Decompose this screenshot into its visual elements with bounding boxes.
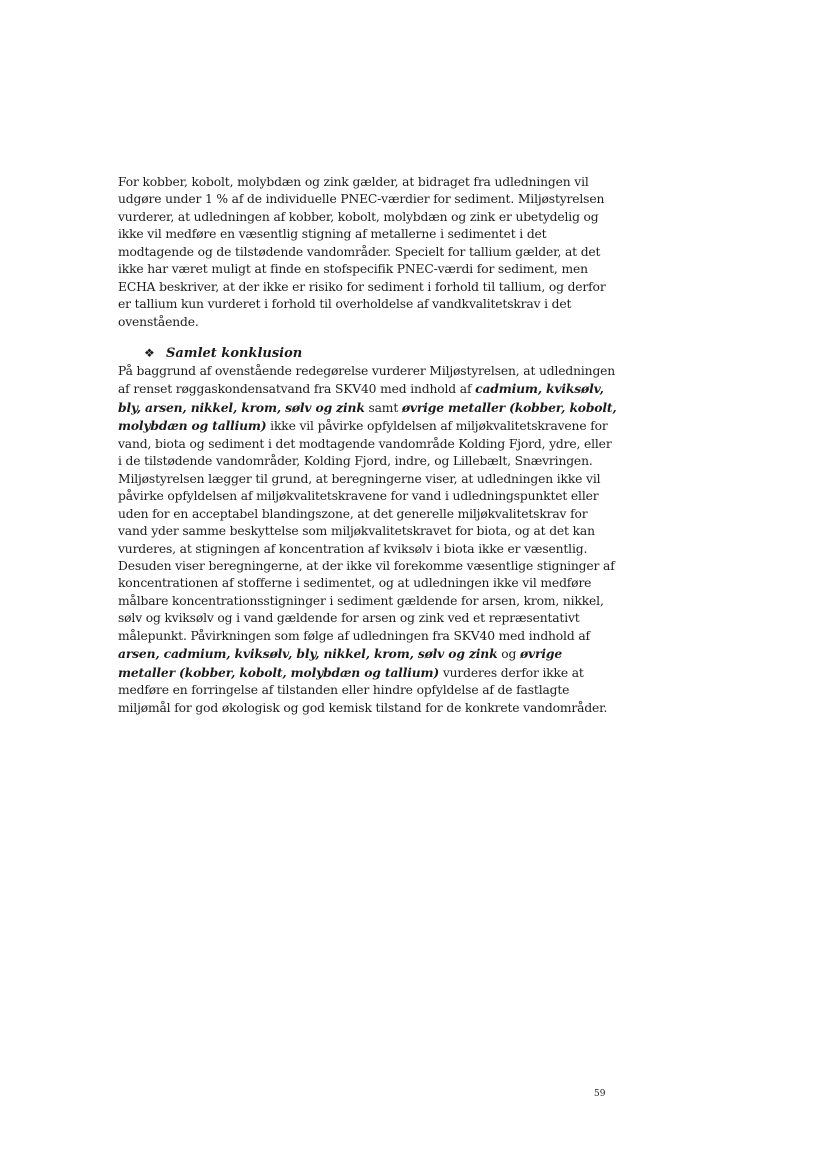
- page-number: 59: [594, 1089, 606, 1099]
- conclusion-emph-3: arsen, cadmium, kviksølv, bly, nikkel, krom, sølv og zink: [118, 646, 498, 662]
- paragraph-conclusion: [118, 363, 618, 717]
- conclusion-text-5: vurderes derfor ikke at medføre en forringelse af tilstanden eller hindre opfyldelse af de fastlagte miljømål for god økologisk og god kemisk tilstand for de konkrete vandområder.: [118, 665, 608, 715]
- conclusion-emph-4: øvrige metaller (kobber, kobolt, molybdæn og tallium): [118, 646, 562, 680]
- section-heading-title: Samlet konklusion: [166, 346, 303, 361]
- paragraph-sediment-metals: For kobber, kobolt, molybdæn og zink gælder, at bidraget fra udledningen vil udgøre under 1 % af de individuelle PNEC-værdier for sediment. Miljøstyrelsen vurderer, at udledningen af kobber, kobolt, molybdæn og zink er ubetydelig og ikke vil medføre en væsentlig stigning af metallerne i sedimentet i det modtagende og de tilstødende vandområder. Specielt for tallium gælder, at det ikke har været muligt at finde en stofspecifik PNEC-værdi for sediment, men ECHA beskriver, at der ikke er risiko for sediment i forhold til tallium, og derfor er tallium kun vurderet i forhold til overholdelse af vandkvalitetskrav i det ovenstående.: [118, 175, 606, 329]
- conclusion-text-3: ikke vil påvirke opfyldelsen af miljøkvalitetskravene for vand, biota og sediment i det modtagende vandområde Kolding Fjord, ydre, eller i de tilstødende vandområder, Kolding Fjord, indre, og Lillebælt, Snævringen. Miljøstyrelsen lægger til grund, at beregningerne viser, at udledningen ikke vil påvirke opfyldelsen af miljøkvalitetskravene for vand i udledningspunktet eller uden for en acceptabel blandingszone, at det generelle miljøkvalitetskrav for vand yder samme beskyttelse som miljøkvalitetskravet for biota, og at det kan vurderes, at stigningen af koncentration af kviksølv i biota ikke er væsentlig. Desuden viser beregningerne, at der ikke vil forekomme væsentlige stigninger af koncentrationen af stofferne i sedimentet, og at udledningen ikke vil medføre målbare koncentrationsstigninger i sediment gældende for arsen, krom, nikkel, sølv og kviksølv og i vand gældende for arsen og zink ved et repræsentativt målepunkt. Påvirkningen som følge af udledningen fra SKV40 med indhold af: [118, 419, 615, 643]
- section-heading: [144, 345, 302, 362]
- conclusion-emph-1: cadmium, kviksølv, bly, arsen, nikkel, krom, sølv og zink: [118, 381, 604, 415]
- conclusion-text-1: På baggrund af ovenstående redegørelse vurderer Miljøstyrelsen, at udledningen af renset røggaskondensatvand fra SKV40 med indhold af: [118, 364, 616, 397]
- conclusion-text-4: og: [497, 647, 520, 662]
- conclusion-emph-2: øvrige metaller (kobber, kobolt, molybdæn og tallium): [118, 399, 617, 434]
- diamond-bullet-icon: ❖: [144, 346, 155, 360]
- conclusion-text-2: samt: [364, 400, 402, 415]
